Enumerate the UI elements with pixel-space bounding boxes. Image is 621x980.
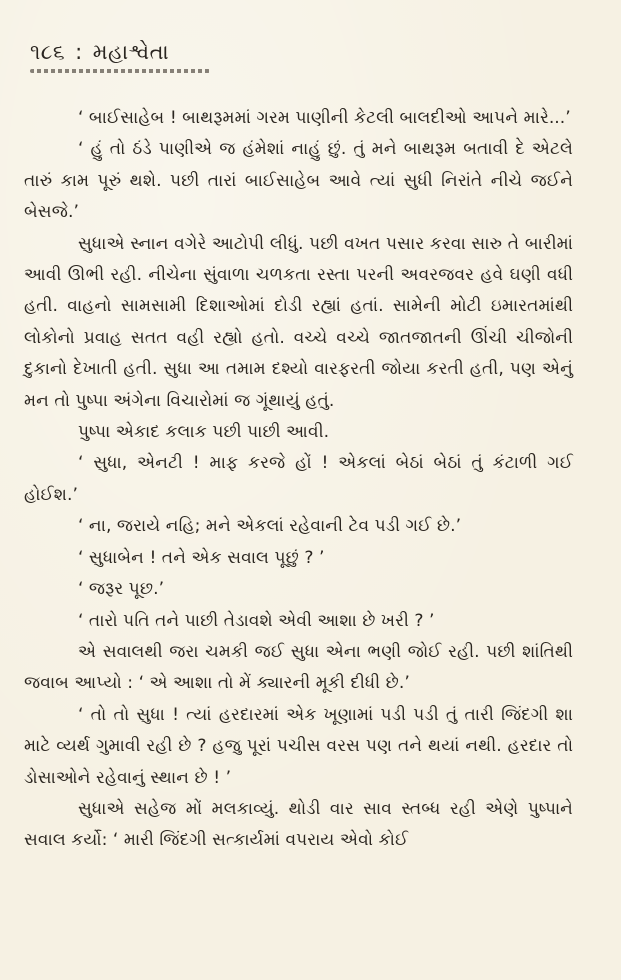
running-header — [30, 40, 573, 65]
paragraph: સુધાએ સહેજ મોં મલકાવ્યું. થોડી વાર સાવ સ્તબ્ધ રહી એણે પુષ્પાને સવાલ કર્યો: ‘ મારી જિંદગી સત્કાર્યમાં વપરાય એવો કોઈ — [24, 798, 573, 851]
paragraph: ‘ ના, જરાયે નહિ; મને એકલાં રહેવાની ટેવ પડી ગઈ છે.’ — [78, 516, 462, 537]
paragraph: ‘ સુધા, એનટી ! માફ કરજે હોં ! એકલાં બેઠાં બેઠાં તું કંટાળી ગઈ હોઈશ.’ — [24, 453, 573, 505]
header-underline — [30, 69, 210, 73]
paragraph: પુષ્પા એકાદ કલાક પછી પાછી આવી. — [78, 422, 330, 443]
paragraph: ‘ હું તો ઠંડે પાણીએ જ હંમેશાં નાહું છું. તું મને બાથરૂમ બતાવી દે એટલે તારું કામ પૂરું થશે. પછી તારાં બાઈસાહેબ આવે ત્યાં સુધી નિરાંતે નીચે જઈને બેસજે.’ — [24, 139, 573, 223]
book-title: મહાશ્વેતા — [92, 40, 170, 64]
paragraph: ‘ સુધાબેન ! તને એક સવાલ પૂછું ? ’ — [78, 547, 325, 568]
paragraph: એ સવાલથી જરા ચમકી જઈ સુધા એના ભણી જોઈ રહી. પછી શાંતિથી જવાબ આપ્યો : ‘ એ આશા તો મેં ક્યારની મૂકી દીધી છે.’ — [24, 641, 573, 694]
paragraph: ‘ તારો પતિ તને પાછી તેડાવશે એવી આશા છે ખરી ? ’ — [78, 610, 435, 631]
body-text — [24, 103, 573, 857]
header-separator: : — [75, 40, 83, 64]
paragraph: ‘ બાઈસાહેબ ! બાથરૂમમાં ગરમ પાણીની કેટલી બાલદીઓ આપને મારે...’ — [78, 108, 571, 128]
paragraph: ‘ જરૂર પૂછ.’ — [78, 579, 165, 600]
page-number: ૧૮૬ — [30, 40, 66, 64]
paragraph: સુધાએ સ્નાન વગેરે આટોપી લીધું. પછી વખત પસાર કરવા સારુ તે બારીમાં આવી ઊભી રહી. નીચેના સુંવાળા ચળકતા રસ્તા પરની અવરજવર હવે ઘણી વધી હતી. વાહનો સામસામી દિશાઓમાં દોડી રહ્યાં હતાં. સામેની મોટી ઇમારતમાંથી લોકોનો પ્રવાહ સતત વહી રહ્યો હતો. વચ્ચે વચ્ચે જાતજાતની ઊંચી ચીજોની દુકાનો દેખાતી હતી. સુધા આ તમામ દશ્યો વારફરતી જોયા કરતી હતી, પણ એનું મન તો પુષ્પા અંગેના વિચારોમાં જ ગૂંથાયું હતું. — [24, 233, 573, 411]
paragraph: ‘ તો તો સુધા ! ત્યાં હરદારમાં એક ખૂણામાં પડી પડી તું તારી જિંદગી શા માટે વ્યર્થ ગુમાવી રહી છે ? હજુ પૂરાં પચીસ વરસ પણ તને થયાં નથી. હરદાર તો ડોસાઓને રહેવાનું સ્થાન છે ! ’ — [24, 704, 573, 788]
